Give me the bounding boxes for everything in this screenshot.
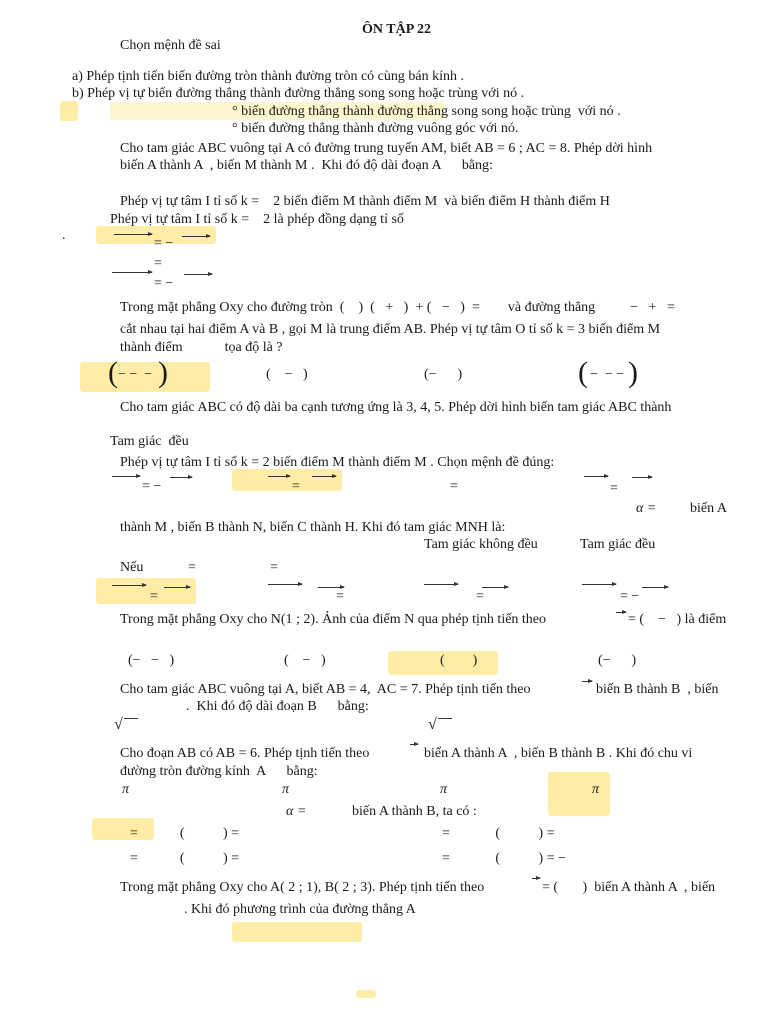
vector-arrow — [410, 744, 418, 745]
question-text: Cho đoạn AB có AB = 6. Phép tịnh tiến theo — [120, 746, 370, 761]
formula-text: = − — [620, 589, 640, 604]
highlight-mark — [232, 922, 362, 942]
answer-option: (− − ) — [128, 653, 175, 668]
formula-text: = — [150, 589, 158, 604]
highlight-mark — [356, 990, 376, 998]
vector-arrow — [170, 477, 192, 478]
answer-option: = ( ) = — [442, 826, 555, 841]
vector-arrow — [164, 587, 190, 588]
answer-option: π — [122, 782, 130, 797]
formula-text: = — [450, 479, 458, 494]
vector-arrow — [184, 274, 212, 275]
answer-bullet: . — [62, 228, 66, 243]
answer-option: π — [282, 782, 290, 797]
question-text: biến A — [690, 501, 727, 516]
answer-option: ( ) — [440, 653, 478, 668]
vector-arrow — [112, 476, 140, 477]
answer-option: ( − ) — [266, 367, 308, 382]
formula-text: = — [292, 479, 300, 494]
vector-arrow — [482, 587, 508, 588]
answer-option: π — [592, 782, 600, 797]
vector-arrow — [268, 584, 302, 585]
vector-arrow — [112, 272, 152, 273]
formula-text: = — [336, 589, 344, 604]
highlight-mark — [232, 469, 342, 491]
question-text: Trong mặt phẳng Oxy cho A( 2 ; 1), B( 2 ; 3). Phép tịnh tiến theo — [120, 880, 485, 895]
question-text: cắt nhau tại hai điểm A và B , gọi M là trung điểm AB. Phép vị tự tâm O tỉ số k = 3 biến điểm M — [120, 322, 661, 337]
question-text: thành M , biến B thành N, biến C thành H. Khi đó tam giác MNH là: — [120, 520, 506, 535]
formula-text: = − — [154, 276, 174, 291]
question-text: Phép vị tự tâm I tỉ số k = 2 biến điểm M thành điểm M . Chọn mệnh đề đúng: — [120, 455, 555, 470]
question-text: biến B thành B , biến — [596, 682, 719, 697]
question-text: Trong mặt phẳng Oxy cho đường tròn ( ) ( + ) + ( − ) = và đường thẳng − + = — [120, 300, 675, 315]
page-title: ÔN TẬP 22 — [362, 22, 431, 37]
question-text: biến A thành B, ta có : — [352, 804, 477, 819]
question-text: biến A thành A , biến B thành B . Khi đó chu vi — [424, 746, 693, 761]
vector-arrow — [268, 476, 290, 477]
highlight-mark — [548, 772, 610, 816]
formula-text: α = — [286, 804, 307, 819]
answer-option: (− ) — [424, 367, 463, 382]
formula-text: = ( − ) là điểm — [628, 612, 727, 627]
question-text: Cho tam giác ABC vuông tại A, biết AB = 4, AC = 7. Phép tịnh tiến theo — [120, 682, 531, 697]
formula-text: = − — [142, 479, 162, 494]
paren-right: ) — [628, 356, 638, 389]
answer-option: Tam giác không đều — [424, 537, 538, 552]
vector-arrow — [582, 681, 592, 682]
answer-option: (− ) — [598, 653, 637, 668]
question-text: Cho tam giác ABC vuông tại A có đường trung tuyến AM, biết AB = 6 ; AC = 8. Phép dời hình — [120, 141, 653, 156]
vector-arrow — [312, 476, 336, 477]
question-text: biến A thành A , biến M thành M . Khi đó độ dài đoạn A bằng: — [120, 158, 493, 173]
option-text: ° biến đường thẳng thành đường vuông góc với nó. — [232, 121, 519, 136]
paren-right: ) — [158, 356, 168, 389]
highlight-mark — [60, 101, 78, 121]
answer-option: ( − ) — [284, 653, 326, 668]
vector-arrow — [584, 476, 608, 477]
question-text: Trong mặt phẳng Oxy cho N(1 ; 2). Ảnh của điểm N qua phép tịnh tiến theo — [120, 612, 547, 627]
question-text: = ( ) biến A thành A , biến — [542, 880, 716, 895]
question-text: Phép vị tự tâm I tỉ số k = 2 biến điểm M thành điểm M và biến điểm H thành điểm H — [120, 194, 610, 209]
question-text: thành điểm tọa độ là ? — [120, 340, 283, 355]
vector-arrow — [182, 236, 210, 237]
paren-left: ( — [108, 356, 118, 389]
question-text: Chọn mệnh đề sai — [120, 38, 221, 53]
vector-arrow — [532, 878, 540, 879]
option-text: ° biến đường thẳng thành đường thẳng song song hoặc trùng với nó . — [232, 104, 621, 119]
formula-text: = — [188, 560, 196, 575]
vector-arrow — [616, 612, 626, 613]
formula-text: = — [270, 560, 278, 575]
formula-text: α = — [636, 501, 657, 516]
option-text: b) Phép vị tự biến đường thẳng thành đường thẳng song song hoặc trùng với nó . — [72, 86, 525, 101]
question-text: đường tròn đường kính A bằng: — [120, 764, 318, 779]
question-text: . Khi đó độ dài đoạn B bằng: — [186, 699, 369, 714]
vector-arrow — [114, 234, 152, 235]
formula-text: = — [154, 256, 162, 271]
answer-option: = ( ) = — [130, 826, 240, 841]
question-text: Cho tam giác ABC có độ dài ba cạnh tương ứng là 3, 4, 5. Phép dời hình biến tam giác ABC thành — [120, 400, 672, 415]
formula-text: = — [476, 589, 484, 604]
vector-arrow — [318, 587, 344, 588]
answer-option: π — [440, 782, 448, 797]
answer-option: Tam giác đều — [580, 537, 656, 552]
sqrt-bar — [124, 718, 138, 719]
option-text: a) Phép tịnh tiến biến đường tròn thành đường tròn có cùng bán kính . — [72, 69, 464, 84]
paren-left: ( — [578, 356, 588, 389]
question-text: Nếu — [120, 560, 144, 575]
answer-option: = ( ) = − — [442, 851, 567, 866]
question-text: . Khi đó phương trình của đường thẳng A — [184, 902, 416, 917]
vector-arrow — [112, 585, 146, 586]
answer-option: = ( ) = — [130, 851, 240, 866]
answer-option: − − − — [590, 367, 625, 382]
formula-text: = − — [154, 236, 174, 251]
answer-option: Tam giác đều — [110, 434, 189, 449]
vector-arrow — [424, 584, 458, 585]
question-text: Phép vị tự tâm I tỉ số k = 2 là phép đồng dạng tỉ số — [110, 212, 404, 227]
vector-arrow — [632, 477, 652, 478]
vector-arrow — [582, 584, 616, 585]
vector-arrow — [642, 587, 668, 588]
highlight-mark — [96, 578, 196, 604]
sqrt-bar — [438, 718, 452, 719]
sqrt-symbol: √ — [428, 716, 437, 733]
sqrt-symbol: √ — [114, 716, 123, 733]
formula-text: = — [610, 481, 618, 496]
answer-option: − − − — [118, 367, 153, 382]
